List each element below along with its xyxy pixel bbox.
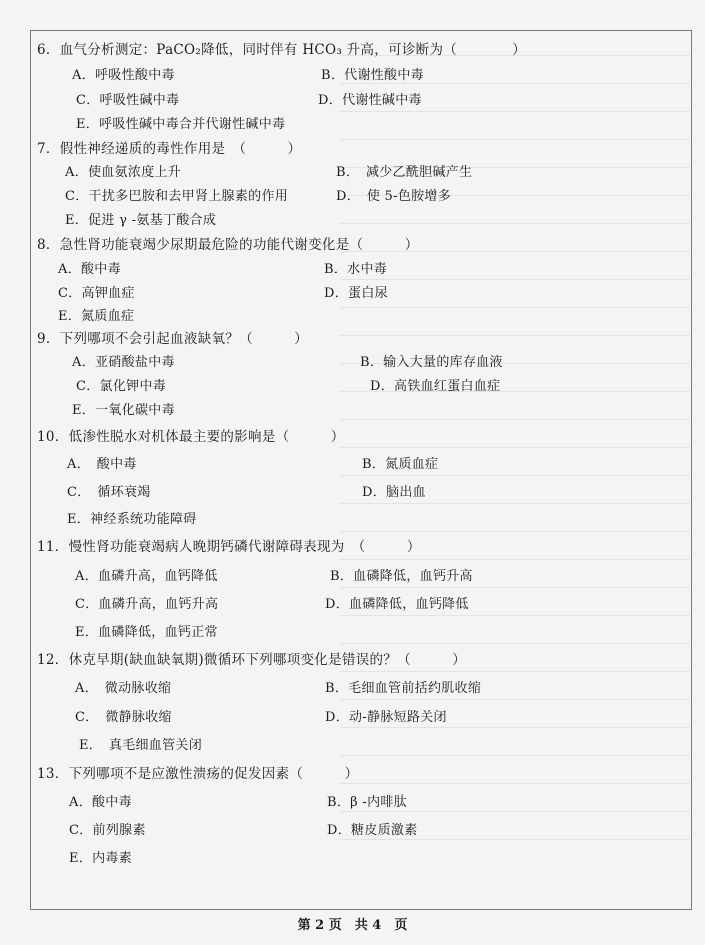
q6-option-a: A．呼吸性酸中毒 xyxy=(72,68,175,83)
q9-option-c: C．氯化钾中毒 xyxy=(76,379,167,394)
question-9-stem: 9．下列哪项不会引起血液缺氧？（ ） xyxy=(37,331,309,347)
q11-option-c: C．血磷升高，血钙升高 xyxy=(75,597,219,612)
q7-option-b: B． 减少乙酰胆碱产生 xyxy=(336,165,473,180)
q8-option-d: D．蛋白尿 xyxy=(324,286,388,301)
question-6-stem: 6．血气分析测定：PaCO₂降低，同时伴有 HCO₃ 升高，可诊断为（ ） xyxy=(37,42,527,58)
question-12-stem: 12．休克早期(缺血缺氧期)微循环下列哪项变化是错误的？（ ） xyxy=(37,652,467,668)
q12-option-c: C． 微静脉收缩 xyxy=(75,710,172,725)
q12-option-b: B．毛细血管前括约肌收缩 xyxy=(325,681,482,696)
q10-option-c: C． 循环衰竭 xyxy=(67,485,151,500)
q7-option-e: E．促进 γ -氨基丁酸合成 xyxy=(65,213,217,228)
q8-option-e: E．氮质血症 xyxy=(58,309,135,324)
q10-option-e: E．神经系统功能障碍 xyxy=(67,512,197,527)
q9-option-e: E．一氧化碳中毒 xyxy=(72,403,175,418)
q8-option-b: B．水中毒 xyxy=(324,262,388,277)
q7-option-c: C．干扰多巴胺和去甲肾上腺素的作用 xyxy=(65,189,289,204)
q10-option-b: B．氮质血症 xyxy=(362,457,439,472)
q13-option-d: D．糖皮质激素 xyxy=(327,823,418,838)
question-7-stem: 7．假性神经递质的毒性作用是 （ ） xyxy=(37,141,302,157)
q8-option-c: C．高钾血症 xyxy=(58,286,135,301)
q13-option-e: E．内毒素 xyxy=(69,851,132,866)
question-13-stem: 13．下列哪项不是应激性溃疡的促发因素（ ） xyxy=(37,766,359,782)
q13-option-b: B．β -内啡肽 xyxy=(327,795,407,810)
q11-option-d: D．血磷降低，血钙降低 xyxy=(325,597,469,612)
question-8-stem: 8．急性肾功能衰竭少尿期最危险的功能代谢变化是（ ） xyxy=(37,237,419,253)
q10-option-d: D．脑出血 xyxy=(362,485,426,500)
q8-option-a: A．酸中毒 xyxy=(58,262,121,277)
q13-option-a: A．酸中毒 xyxy=(69,795,132,810)
q6-option-b: B．代谢性酸中毒 xyxy=(321,68,424,83)
q6-option-c: C．呼吸性碱中毒 xyxy=(76,93,180,108)
page-number-footer: 第 2 页 共 4 页 xyxy=(297,918,408,933)
q11-option-e: E．血磷降低，血钙正常 xyxy=(75,625,218,640)
q12-option-e: E． 真毛细血管关闭 xyxy=(79,738,202,753)
q7-option-a: A．使血氨浓度上升 xyxy=(65,165,182,180)
q9-option-b: B．输入大量的库存血液 xyxy=(360,355,503,370)
question-10-stem: 10．低渗性脱水对机体最主要的影响是（ ） xyxy=(37,429,345,445)
q13-option-c: C．前列腺素 xyxy=(69,823,146,838)
q11-option-b: B．血磷降低，血钙升高 xyxy=(330,569,473,584)
q6-option-d: D．代谢性碱中毒 xyxy=(318,93,422,108)
q11-option-a: A．血磷升高，血钙降低 xyxy=(75,569,218,584)
q12-option-a: A． 微动脉收缩 xyxy=(75,681,172,696)
q12-option-d: D．动-静脉短路关闭 xyxy=(325,710,447,725)
q10-option-a: A． 酸中毒 xyxy=(67,457,137,472)
q7-option-d: D． 使 5-色胺增多 xyxy=(336,189,452,204)
question-11-stem: 11．慢性肾功能衰竭病人晚期钙磷代谢障碍表现为 （ ） xyxy=(37,539,421,555)
q9-option-d: D．高铁血红蛋白血症 xyxy=(370,379,501,394)
q6-option-e: E．呼吸性碱中毒合并代谢性碱中毒 xyxy=(76,117,286,132)
q9-option-a: A．亚硝酸盐中毒 xyxy=(72,355,175,370)
